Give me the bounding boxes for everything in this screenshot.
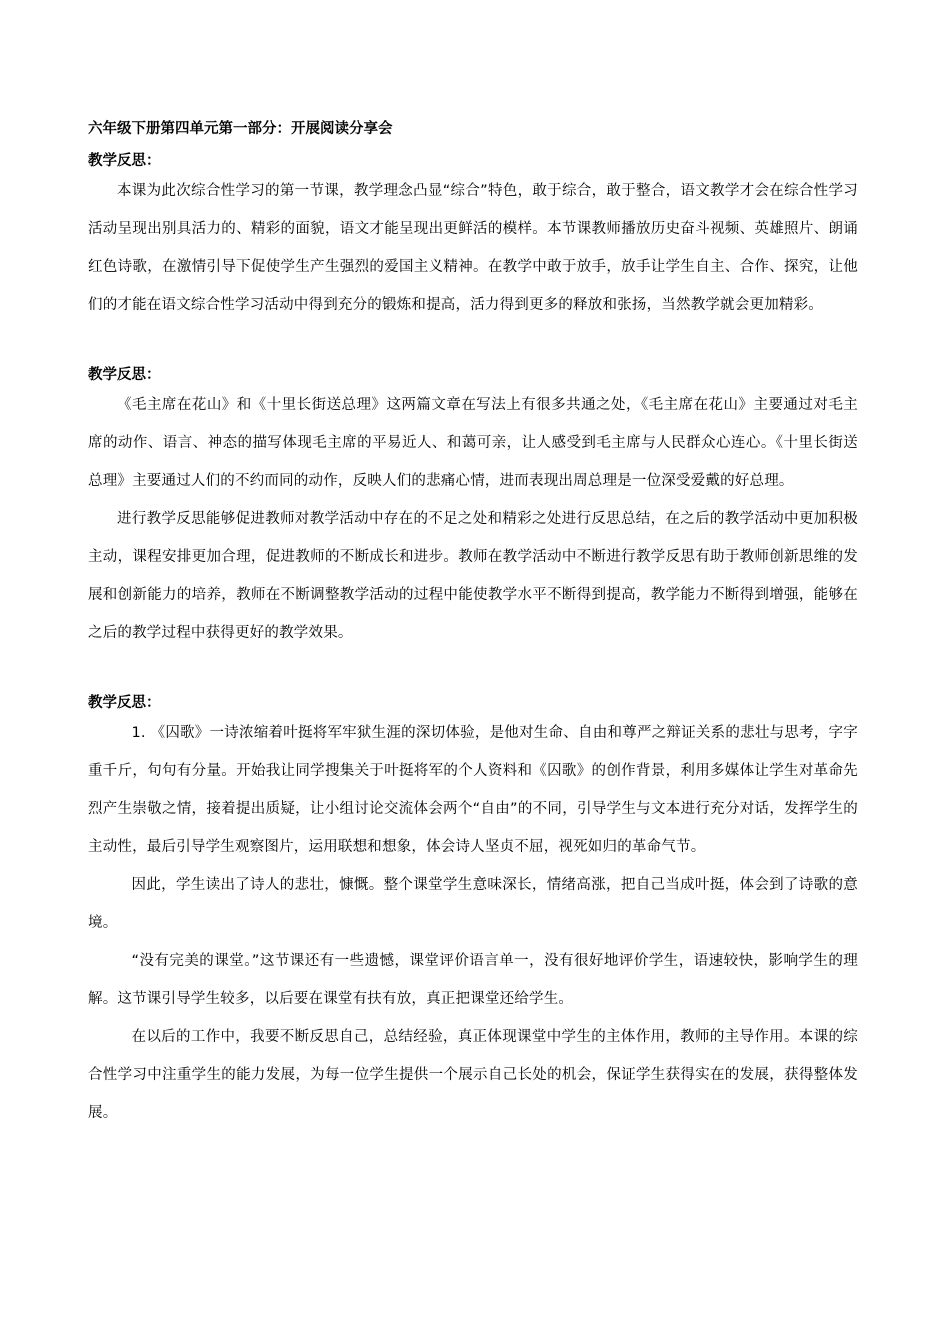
section-heading: 教学反思：: [88, 695, 161, 711]
document-page: [88, 116, 858, 1132]
section-paragraph: 1. 《囚歌》一诗浓缩着叶挺将军牢狱生涯的深切体验，是他对生命、自由和尊严之辩证关系的悲壮与思考，字字重千斤，句句有分量。开始我让同学搜集关于叶挺将军的个人资料和《囚歌》的创作背景，利用多媒体让学生对革命先烈产生崇敬之情，接着提出质疑，让小组讨论交流体会两个“自由”的不同，引导学生与文本进行充分对话，发挥学生的主动性，最后引导学生观察图片，运用联想和想象，体会诗人坚贞不屈，视死如归的革命气节。: [88, 725, 858, 855]
section-spacer: [88, 324, 858, 364]
section-paragraph: 因此，学生读出了诗人的悲壮，慷慨。整个课堂学生意味深长，情绪高涨，把自己当成叶挺，体会到了诗歌的意境。: [88, 877, 858, 931]
reflection-section-2: [88, 364, 858, 652]
section-heading: 教学反思：: [88, 367, 161, 383]
reflection-section-1: [88, 150, 858, 324]
document-title: 六年级下册第四单元第一部分：开展阅读分享会: [88, 121, 393, 137]
section-heading: 教学反思：: [88, 153, 161, 169]
section-paragraph: 在以后的工作中，我要不断反思自己，总结经验，真正体现课堂中学生的主体作用，教师的主导作用。本课的综合性学习中注重学生的能力发展，为每一位学生提供一个展示自己长处的机会，保证学生获得实在的发展，获得整体发展。: [88, 1029, 858, 1121]
reflection-section-3: [88, 692, 858, 1132]
section-paragraph: “没有完美的课堂。”这节课还有一些遗憾，课堂评价语言单一，没有很好地评价学生，语速较快，影响学生的理解。这节课引导学生较多，以后要在课堂有扶有放，真正把课堂还给学生。: [88, 953, 858, 1007]
section-paragraph: 进行教学反思能够促进教师对教学活动中存在的不足之处和精彩之处进行反思总结，在之后的教学活动中更加积极主动，课程安排更加合理，促进教师的不断成长和进步。教师在教学活动中不断进行教学反思有助于教师创新思维的发展和创新能力的培养，教师在不断调整教学活动的过程中能使教学水平不断得到提高，教学能力不断得到增强，能够在之后的教学过程中获得更好的教学效果。: [88, 511, 858, 641]
section-paragraph: 本课为此次综合性学习的第一节课，教学理念凸显“综合”特色，敢于综合，敢于整合，语文教学才会在综合性学习活动呈现出别具活力的、精彩的面貌，语文才能呈现出更鲜活的模样。本节课教师播放历史奋斗视频、英雄照片、朗诵红色诗歌，在激情引导下促使学生产生强烈的爱国主义精神。在教学中敢于放手，放手让学生自主、合作、探究，让他们的才能在语文综合性学习活动中得到充分的锻炼和提高，活力得到更多的释放和张扬，当然教学就会更加精彩。: [88, 183, 858, 313]
section-paragraph: 《毛主席在花山》和《十里长街送总理》这两篇文章在写法上有很多共通之处，《毛主席在花山》主要通过对毛主席的动作、语言、神态的描写体现毛主席的平易近人、和蔼可亲，让人感受到毛主席与人民群众心连心。《十里长街送总理》主要通过人们的不约而同的动作，反映人们的悲痛心情，进而表现出周总理是一位深受爱戴的好总理。: [88, 397, 858, 489]
section-spacer: [88, 652, 858, 692]
